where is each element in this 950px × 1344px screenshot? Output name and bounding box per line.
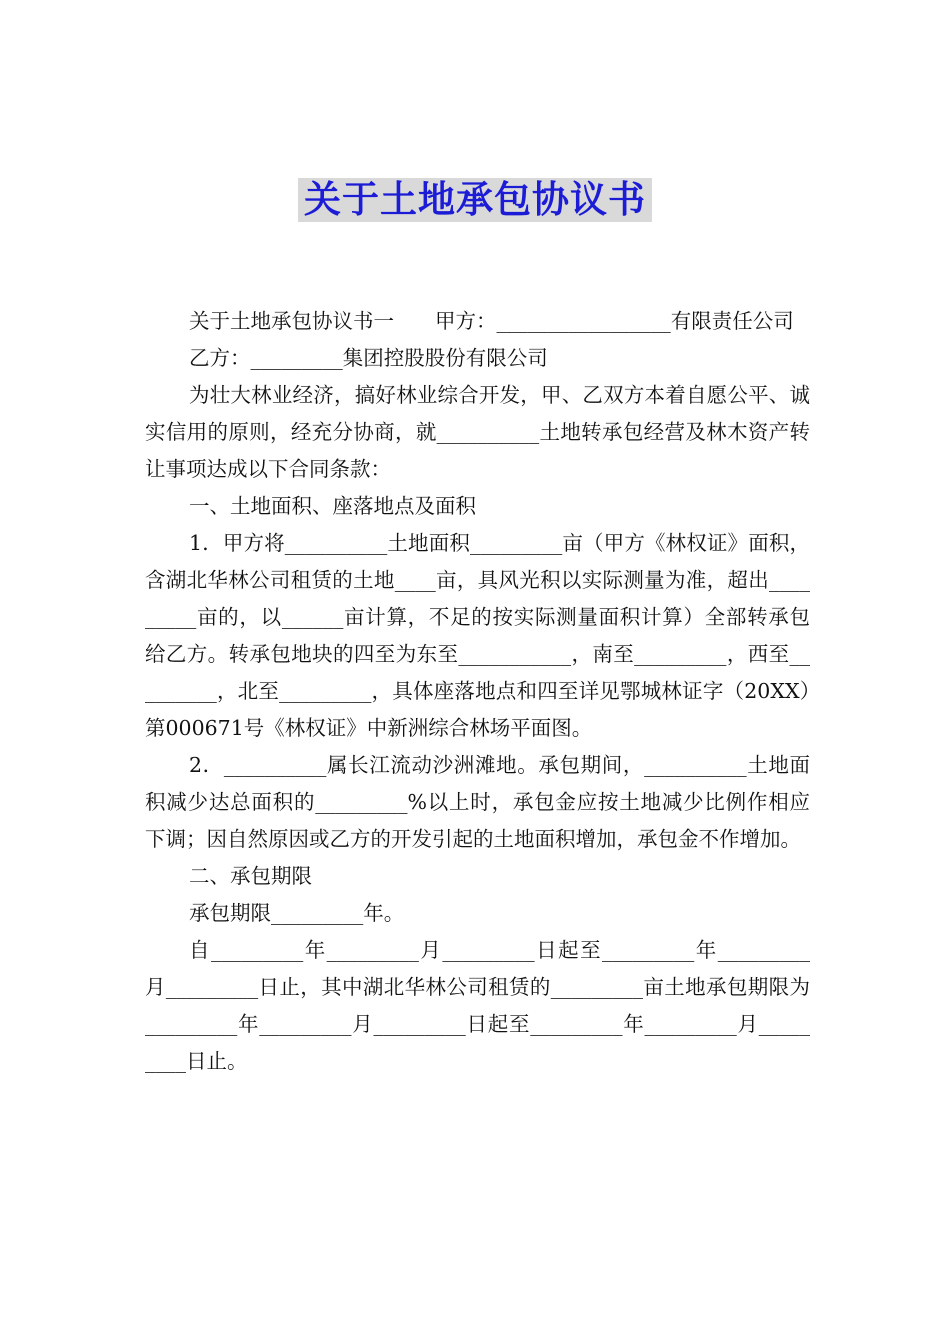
section-heading-term: 二、承包期限 xyxy=(189,864,312,888)
clause-1: 1．甲方将__________土地面积_________亩（甲方《林权证》面积，含湖北华林公司租赁的土地____亩，具风光积以实际测量为准，超出_________亩的，以______亩计算，不足的按实际测量面积计算）全部转承包给乙方。转承包地块的四至为东至___________，南至_________，西至_________，北至_________，具体座落地点和四至详见鄂城林证字（20XX）第000671号《林权证》中新洲综合林场平面图。 xyxy=(145,531,810,740)
paragraph-intro-parties: 关于土地承包协议书一 甲方：_________________有限责任公司 xyxy=(189,309,794,333)
clause-2: 2．__________属长江流动沙洲滩地。承包期间，__________土地面积减少达总面积的_________%以上时，承包金应按土地减少比例作相应下调；因自然原因或乙方的开发引起的土地面积增加，承包金不作增加。 xyxy=(145,753,810,851)
section-heading-land: 一、土地面积、座落地点及面积 xyxy=(189,494,476,518)
paragraph-preamble: 为壮大林业经济，搞好林业综合开发，甲、乙双方本着自愿公平、诚实信用的原则，经充分协商，就__________土地转承包经营及林木资产转让事项达成以下合同条款： xyxy=(145,383,810,481)
term-years: 承包期限_________年。 xyxy=(189,901,405,925)
document-title: 关于土地承包协议书 xyxy=(298,178,652,222)
title-container xyxy=(0,178,950,222)
paragraph-party-b: 乙方：_________集团控股股份有限公司 xyxy=(189,346,548,370)
document-body xyxy=(145,303,810,1080)
term-dates: 自_________年_________月_________日起至_________年_________月_________日止，其中湖北华林公司租赁的_________亩土地承包期限为_________年_________月_________日起至_________年_________月_________日止。 xyxy=(145,938,810,1073)
